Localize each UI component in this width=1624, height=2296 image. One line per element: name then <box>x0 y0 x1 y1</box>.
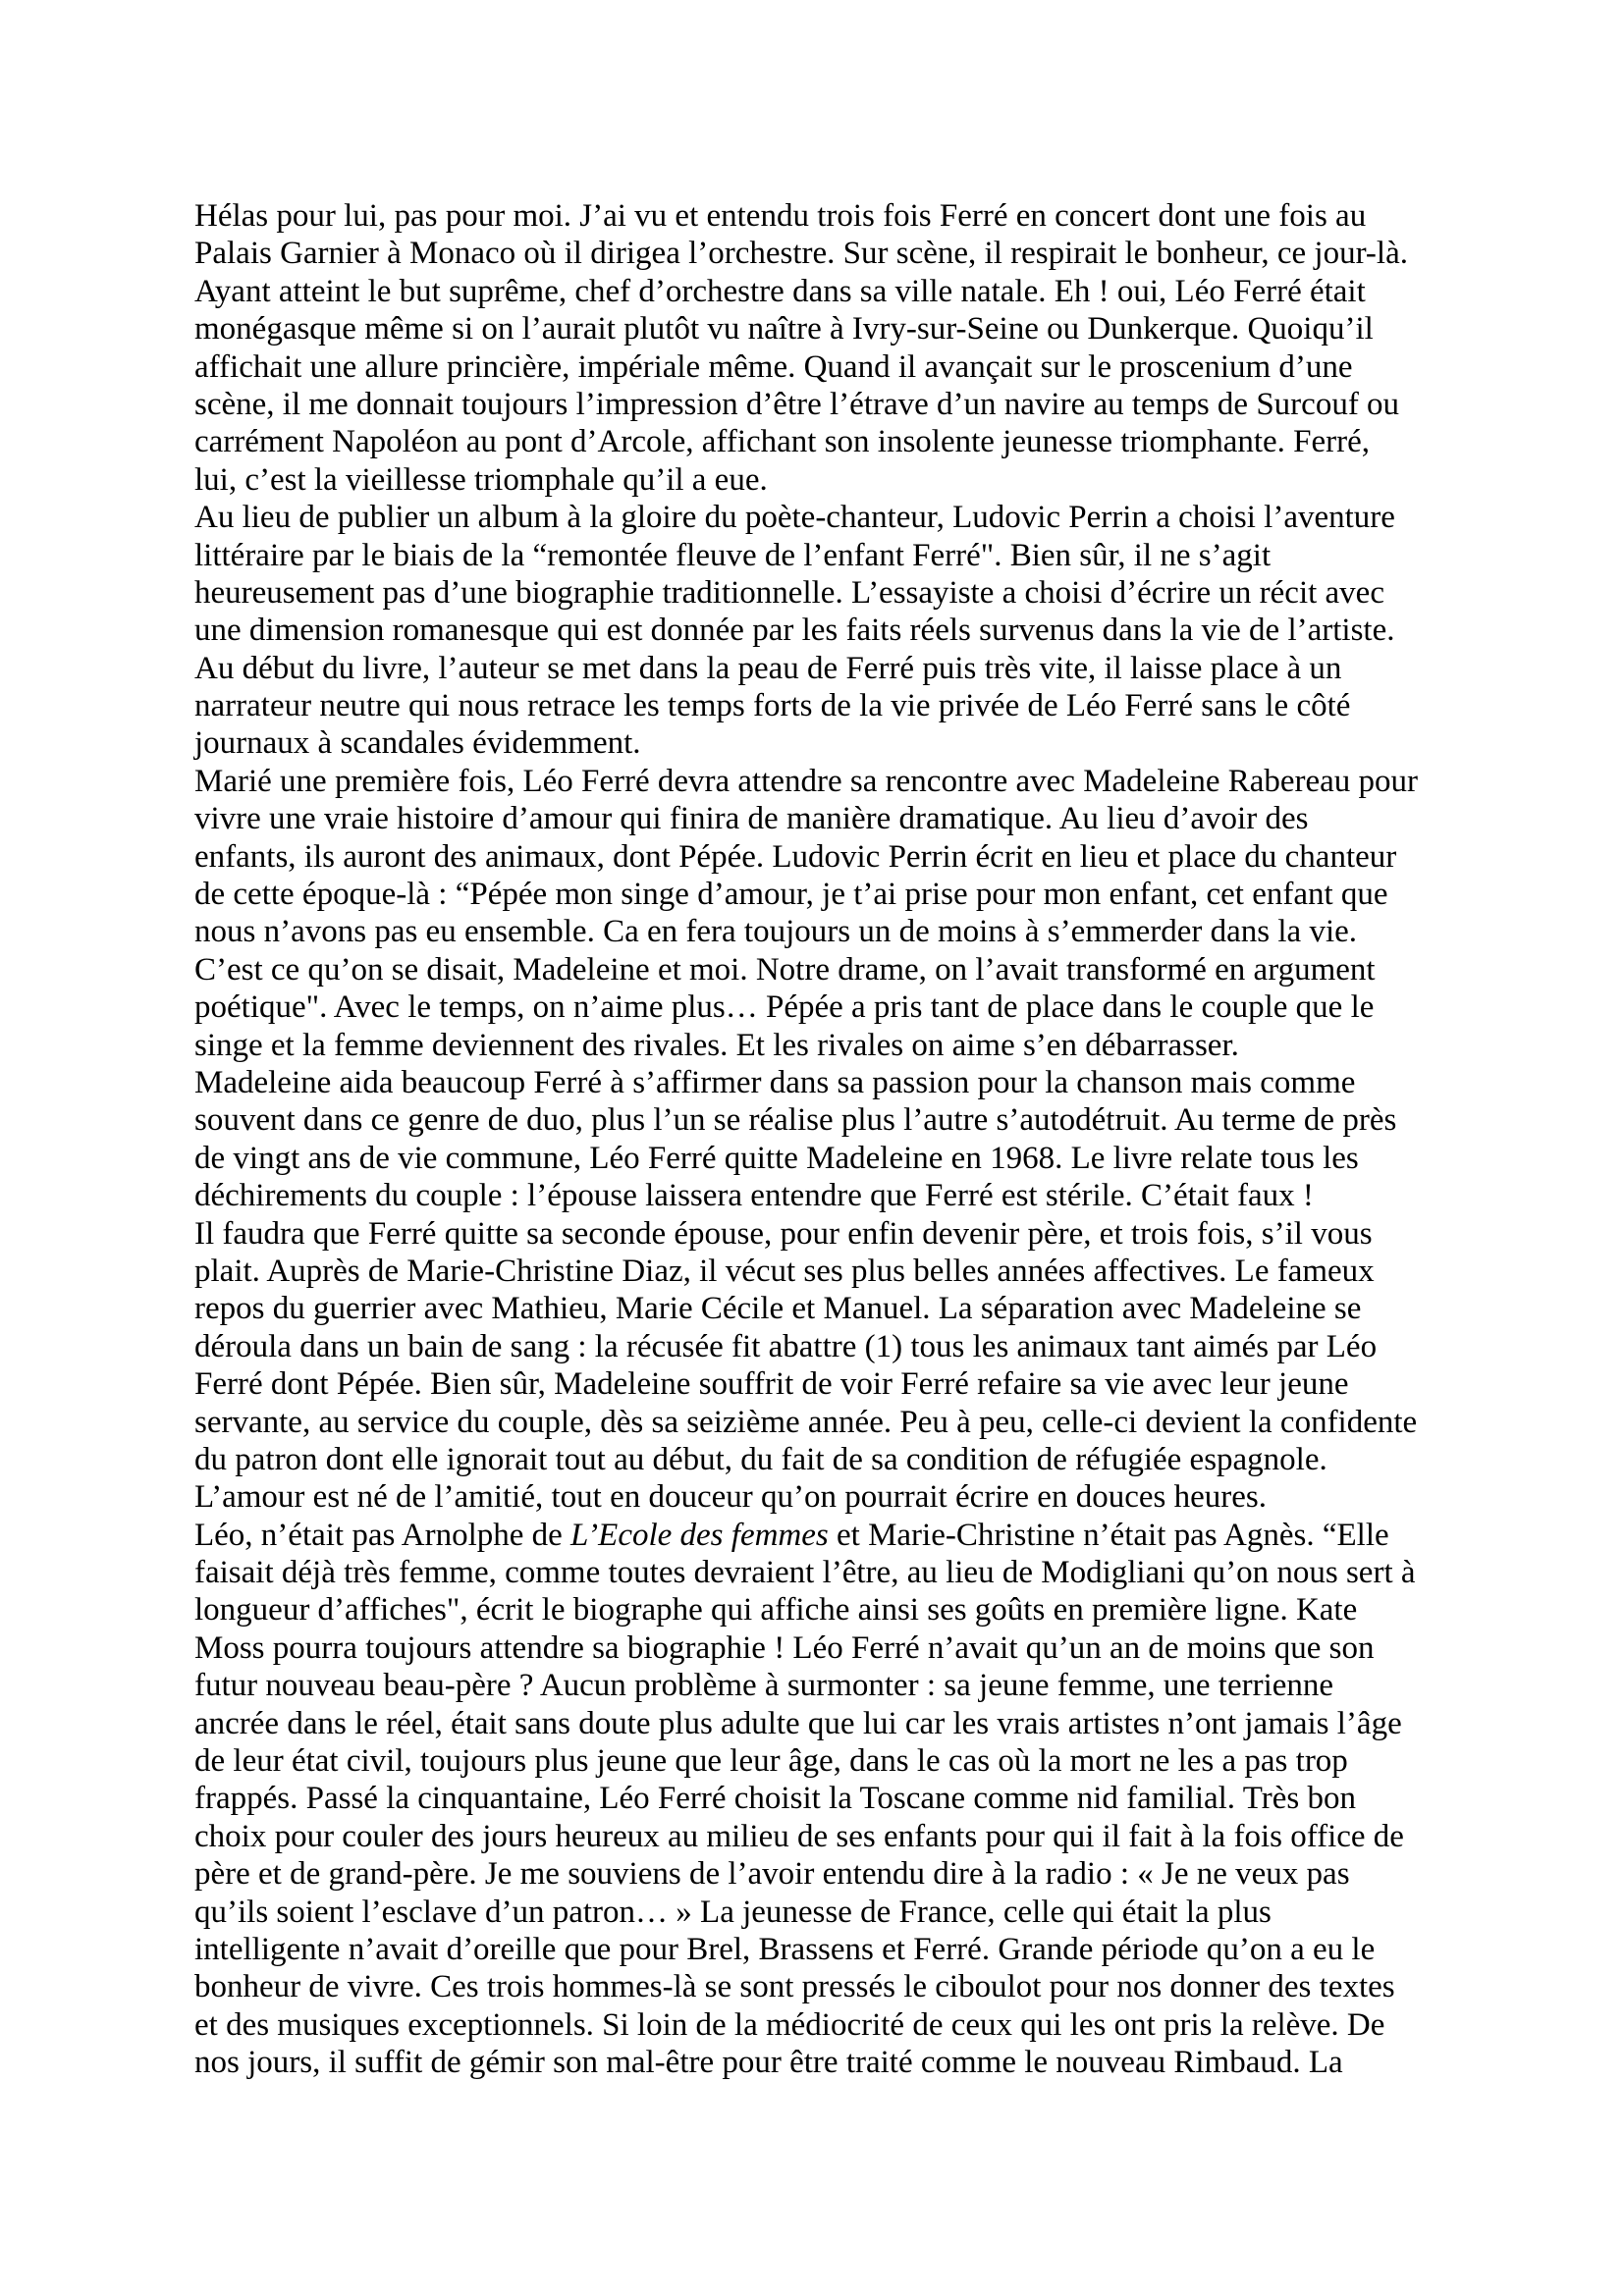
text-segment: scène, il me donnait toujours l’impression d’être l’étrave d’un navire au temps de Surcouf ou <box>194 386 1400 422</box>
text-line <box>194 423 1471 460</box>
text-segment: singe et la femme deviennent des rivales. Et les rivales on aime s’en débarrasser. <box>194 1027 1239 1063</box>
text-segment: lui, c’est la vieillesse triomphale qu’il a eue. <box>194 461 768 498</box>
text-segment: et Marie-Christine n’était pas Agnès. “Elle <box>828 1517 1389 1553</box>
text-segment: affichait une allure princière, impériale même. Quand il avançait sur le proscenium d’une <box>194 348 1353 385</box>
text-line <box>194 951 1471 988</box>
text-line <box>194 1818 1471 1855</box>
text-segment: Marié une première fois, Léo Ferré devra attendre sa rencontre avec Madeleine Rabereau pour <box>194 763 1419 799</box>
text-segment: Ayant atteint le but suprême, chef d’orchestre dans sa ville natale. Eh ! oui, Léo Ferré était <box>194 273 1366 309</box>
text-line <box>194 1027 1471 1064</box>
text-line <box>194 1742 1471 1780</box>
text-segment: longueur d’affiches", écrit le biographe qui affiche ainsi ses goûts en première ligne. Kate <box>194 1592 1358 1629</box>
text-line <box>194 537 1471 574</box>
text-line <box>194 1894 1471 1931</box>
text-line <box>194 386 1471 423</box>
text-line <box>194 2006 1471 2044</box>
text-segment: intelligente n’avait d’oreille que pour Brel, Brassens et Ferré. Grande période qu’on a eu le <box>194 1931 1376 1967</box>
text-line <box>194 913 1471 950</box>
text-segment: bonheur de vivre. Ces trois hommes-là se sont pressés le ciboulot pour nos donner des textes <box>194 1969 1395 2005</box>
text-line <box>194 1365 1471 1403</box>
text-segment: qu’ils soient l’esclave d’un patron… » La jeunesse de France, celle qui était la plus <box>194 1894 1272 1930</box>
text-line <box>194 1253 1471 1290</box>
text-line <box>194 499 1471 536</box>
text-line <box>194 1855 1471 1893</box>
text-segment: carrément Napoléon au pont d’Arcole, affichant son insolente jeunesse triomphante. Ferré, <box>194 424 1371 460</box>
text-segment: choix pour couler des jours heureux au milieu de ses enfants pour qui il fait à la fois office de <box>194 1818 1404 1854</box>
text-line <box>194 197 1471 235</box>
text-segment: du patron dont elle ignorait tout au début, du fait de sa condition de réfugiée espagnole. <box>194 1441 1327 1477</box>
text-segment: Au lieu de publier un album à la gloire du poète-chanteur, Ludovic Perrin a choisi l’aventure <box>194 500 1395 536</box>
text-line <box>194 876 1471 913</box>
text-segment: déchirements du couple : l’épouse laissera entendre que Ferré est stérile. C’était faux ! <box>194 1178 1314 1214</box>
text-segment: L’amour est né de l’amitié, tout en douceur qu’on pourrait écrire en douces heures. <box>194 1479 1267 1516</box>
text-line <box>194 612 1471 649</box>
text-block <box>194 197 1471 2082</box>
text-line <box>194 1140 1471 1177</box>
text-segment: déroula dans un bain de sang : la récusée fit abattre (1) tous les animaux tant aimés par Léo <box>194 1328 1378 1364</box>
text-line <box>194 687 1471 724</box>
text-segment: repos du guerrier avec Mathieu, Marie Cécile et Manuel. La séparation avec Madeleine se <box>194 1291 1362 1327</box>
text-line <box>194 988 1471 1026</box>
text-line <box>194 2044 1471 2081</box>
text-line <box>194 800 1471 837</box>
text-line <box>194 1478 1471 1516</box>
text-segment: frappés. Passé la cinquantaine, Léo Ferré choisit la Toscane comme nid familial. Très bon <box>194 1781 1356 1817</box>
text-segment: servante, au service du couple, dès sa seizième année. Peu à peu, celle-ci devient la confidente <box>194 1404 1418 1440</box>
text-line <box>194 763 1471 800</box>
text-segment: de cette époque-là : “Pépée mon singe d’amour, je t’ai prise pour mon enfant, cet enfant que <box>194 877 1388 913</box>
text-line <box>194 348 1471 386</box>
text-line <box>194 1667 1471 1704</box>
text-segment: souvent dans ce genre de duo, plus l’un se réalise plus l’autre s’autodétruit. Au terme de près <box>194 1102 1397 1139</box>
text-segment: nous n’avons pas eu ensemble. Ca en fera toujours un de moins à s’emmerder dans la vie. <box>194 914 1358 950</box>
text-line <box>194 1780 1471 1817</box>
text-segment: littéraire par le biais de la “remontée fleuve de l’enfant Ferré". Bien sûr, il ne s’agit <box>194 537 1272 573</box>
text-line <box>194 1517 1471 1554</box>
text-segment: père et de grand-père. Je me souviens de l’avoir entendu dire à la radio : « Je ne veux pas <box>194 1856 1350 1893</box>
text-line <box>194 235 1471 272</box>
text-line <box>194 650 1471 687</box>
text-line <box>194 461 1471 499</box>
text-segment: heureusement pas d’une biographie traditionnelle. L’essayiste a choisi d’écrire un récit avec <box>194 574 1384 611</box>
text-line <box>194 1215 1471 1253</box>
text-line <box>194 273 1471 310</box>
text-segment: Hélas pour lui, pas pour moi. J’ai vu et entendu trois fois Ferré en concert dont une fois au <box>194 198 1367 234</box>
text-line <box>194 310 1471 347</box>
text-segment: Ferré dont Pépée. Bien sûr, Madeleine souffrit de voir Ferré refaire sa vie avec leur jeune <box>194 1366 1349 1403</box>
text-segment: poétique". Avec le temps, on n’aime plus… Pépée a pris tant de place dans le couple que le <box>194 989 1375 1026</box>
text-segment: monégasque même si on l’aurait plutôt vu naître à Ivry-sur-Seine ou Dunkerque. Quoiqu’il <box>194 311 1374 347</box>
text-line <box>194 1101 1471 1139</box>
text-segment: ancrée dans le réel, était sans doute plus adulte que lui car les vrais artistes n’ont jamais l’âge <box>194 1705 1402 1741</box>
text-line <box>194 1554 1471 1591</box>
text-line <box>194 1968 1471 2005</box>
text-line <box>194 1404 1471 1441</box>
text-segment: narrateur neutre qui nous retrace les temps forts de la vie privée de Léo Ferré sans le côté <box>194 688 1351 724</box>
text-line <box>194 1629 1471 1667</box>
text-segment: C’est ce qu’on se disait, Madeleine et moi. Notre drame, on l’avait transformé en argument <box>194 951 1376 988</box>
text-line <box>194 1064 1471 1101</box>
text-segment: enfants, ils auront des animaux, dont Pépée. Ludovic Perrin écrit en lieu et place du chanteur <box>194 838 1397 875</box>
text-segment: futur nouveau beau-père ? Aucun problème à surmonter : sa jeune femme, une terrienne <box>194 1668 1334 1704</box>
text-segment: Léo, n’était pas Arnolphe de <box>194 1517 571 1553</box>
text-segment: Au début du livre, l’auteur se met dans la peau de Ferré puis très vite, il laisse place à un <box>194 650 1342 686</box>
text-line <box>194 1591 1471 1629</box>
text-segment: vivre une vraie histoire d’amour qui finira de manière dramatique. Au lieu d’avoir des <box>194 801 1309 837</box>
text-line <box>194 1441 1471 1478</box>
text-line <box>194 1328 1471 1365</box>
text-line <box>194 1290 1471 1327</box>
text-segment: faisait déjà très femme, comme toutes devraient l’être, au lieu de Modigliani qu’on nous sert à <box>194 1555 1416 1591</box>
text-segment: plait. Auprès de Marie-Christine Diaz, il vécut ses plus belles années affectives. Le fameux <box>194 1253 1375 1289</box>
text-segment: une dimension romanesque qui est donnée par les faits réels survenus dans la vie de l’artiste. <box>194 613 1395 649</box>
text-line <box>194 574 1471 612</box>
text-line <box>194 1705 1471 1742</box>
text-segment: Madeleine aida beaucoup Ferré à s’affirmer dans sa passion pour la chanson mais comme <box>194 1064 1356 1100</box>
text-line <box>194 1177 1471 1214</box>
italic-text-segment: L’Ecole des femmes <box>570 1517 829 1553</box>
text-segment: journaux à scandales évidemment. <box>194 725 641 762</box>
text-segment: de vingt ans de vie commune, Léo Ferré quitte Madeleine en 1968. Le livre relate tous les <box>194 1140 1359 1176</box>
text-segment: et des musiques exceptionnels. Si loin de la médiocrité de ceux qui les ont pris la relève. De <box>194 2006 1385 2043</box>
text-segment: nos jours, il suffit de gémir son mal-être pour être traité comme le nouveau Rimbaud. La <box>194 2045 1343 2081</box>
text-segment: de leur état civil, toujours plus jeune que leur âge, dans le cas où la mort ne les a pas trop <box>194 1743 1348 1780</box>
text-segment: Moss pourra toujours attendre sa biographie ! Léo Ferré n’avait qu’un an de moins que son <box>194 1629 1375 1666</box>
text-line <box>194 838 1471 876</box>
text-line <box>194 724 1471 762</box>
text-segment: Il faudra que Ferré quitte sa seconde épouse, pour enfin devenir père, et trois fois, s’il vous <box>194 1215 1373 1252</box>
text-segment: Palais Garnier à Monaco où il dirigea l’orchestre. Sur scène, il respirait le bonheur, ce jour-là. <box>194 236 1408 272</box>
text-line <box>194 1931 1471 1968</box>
